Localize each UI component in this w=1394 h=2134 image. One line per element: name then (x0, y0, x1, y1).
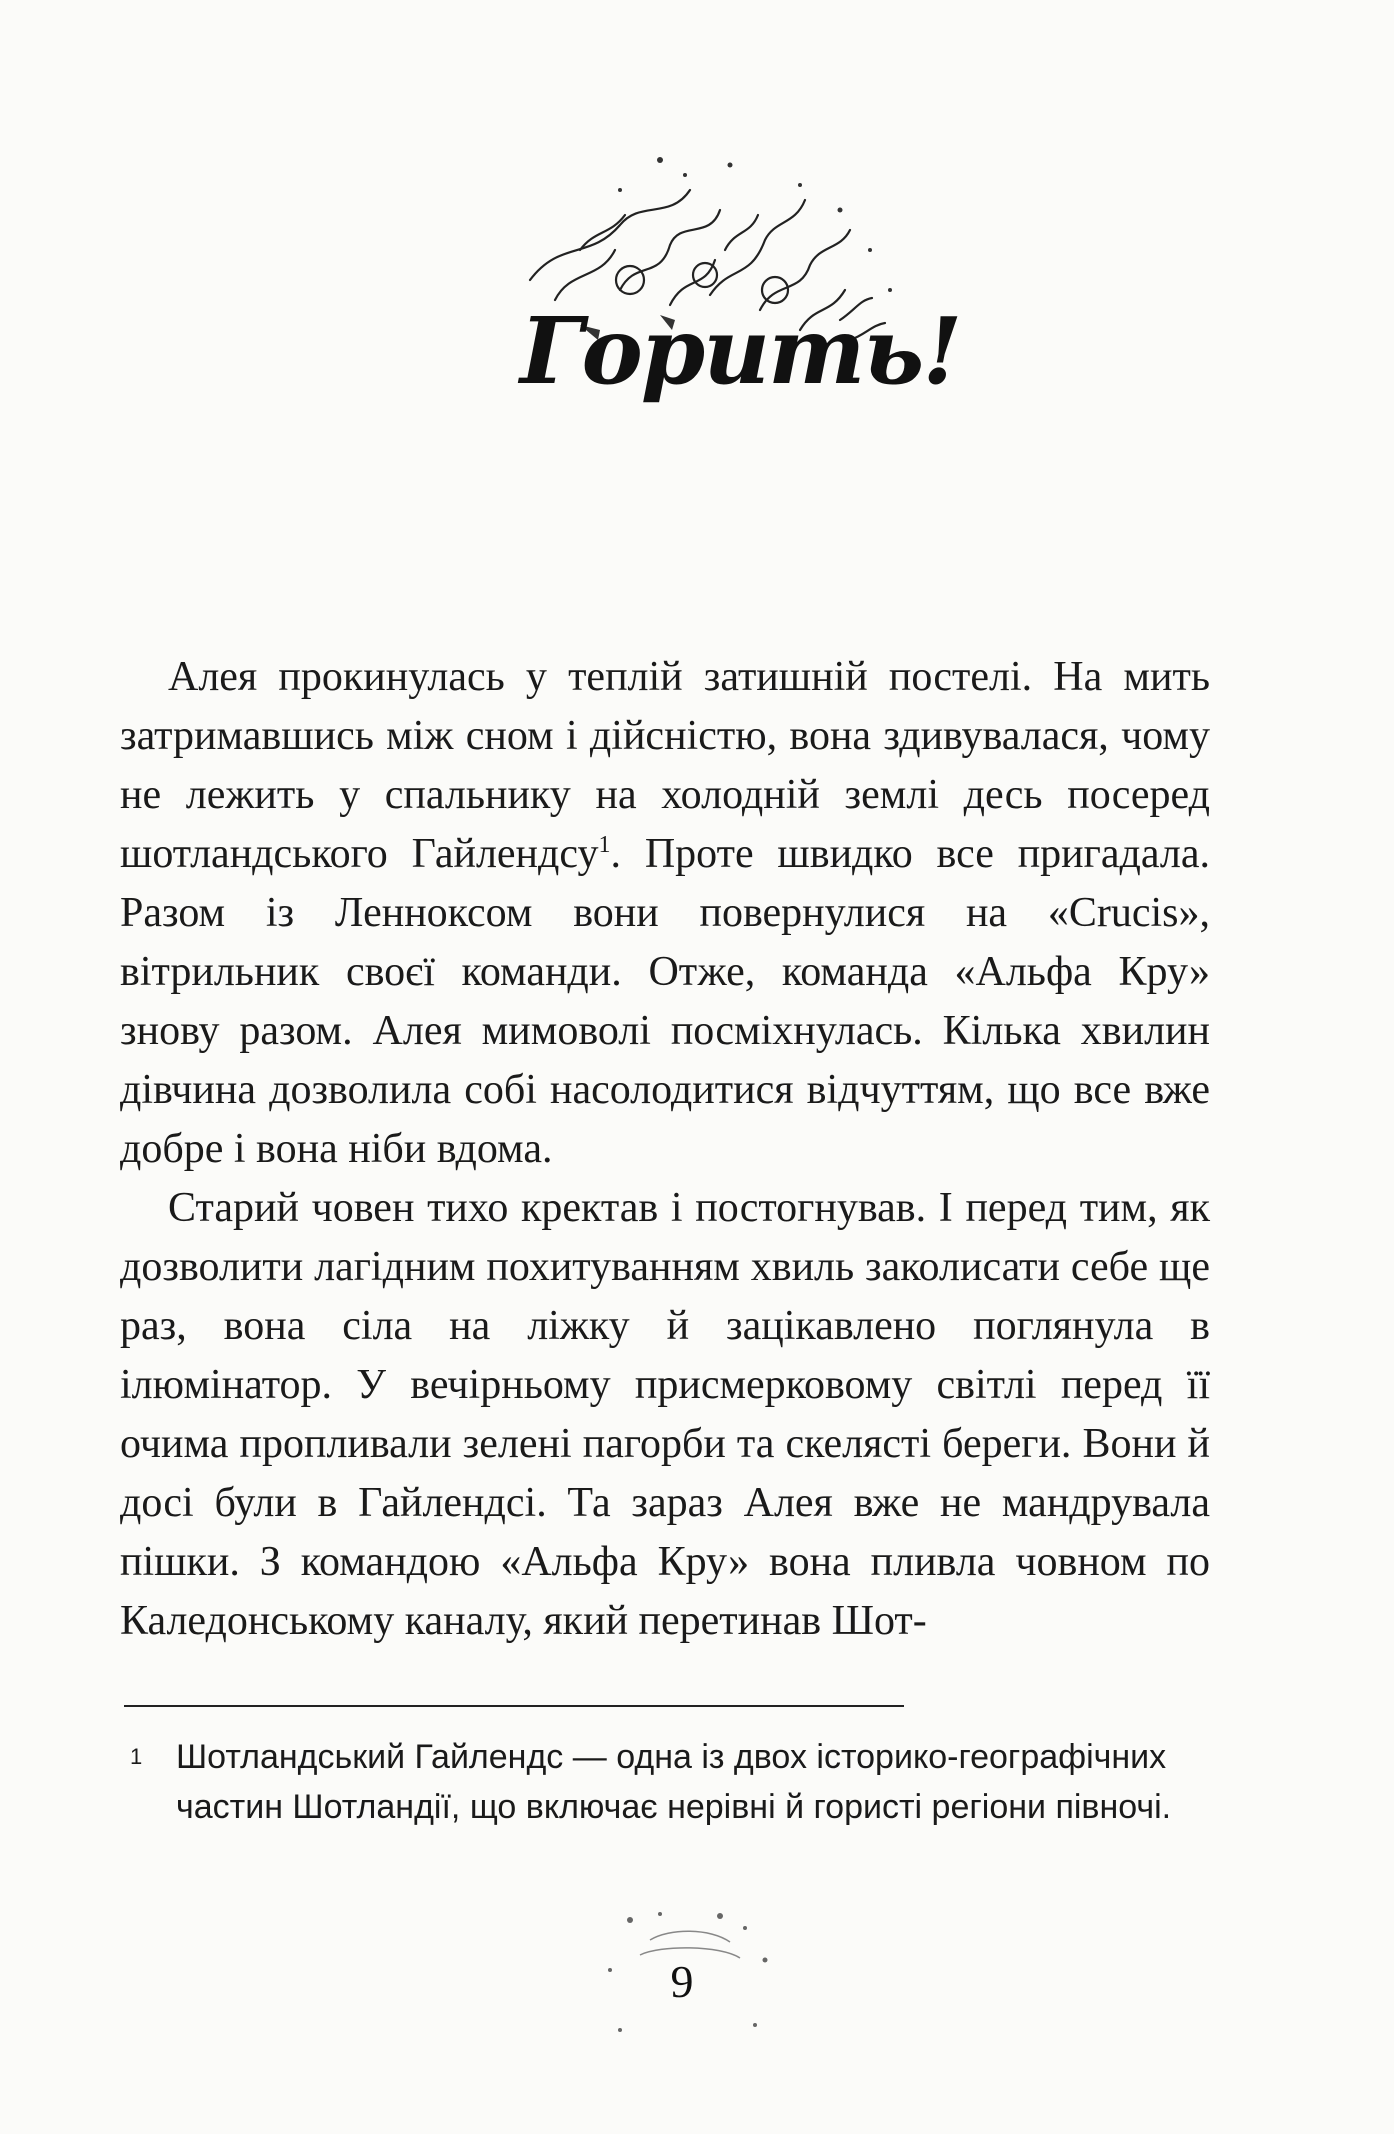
footnote-text: Шотландський Гайлендс — одна із двох історико-географічних частин Шотландії, що включає нерівні й гористі регіони півночі. (176, 1738, 1172, 1826)
paragraph (120, 648, 1210, 1179)
footnote (124, 1732, 1214, 1832)
paragraph-text: . Проте швидко все пригадала. Разом із Ленноксом вони повернулися на «Crucis», вітрильник своєї команди. Отже, команда «Альфа Кру» знову разом. Алея мимоволі посміхнулась. Кілька хвилин дівчина дозволила собі насолодитися відчуттям, що все вже добре і вона ніби вдома. (120, 831, 1210, 1172)
paragraph-text: Алея прокинулась у теплій затишній постелі. На мить затримавшись між сном і дійсністю, вона здивувалася, чому не лежить у спальнику на холодній землі десь посеред шотландського Гайлендсу (120, 654, 1210, 877)
page-number: 9 (670, 1956, 694, 2007)
chapter-heading (500, 130, 961, 430)
paragraph: Старий човен тихо кректав і постогнував. І перед тим, як дозволити лагідним похитуванням хвиль заколисати себе ще раз, вона сіла на ліжку й зацікавлено поглянула в ілюмінатор. У вечірньому присмерковому світлі перед її очима пропливали зелені пагорби та скелясті береги. Вони й досі були в Гайлендсі. Та зараз Алея вже не мандрувала пішки. З командою «Альфа Кру» вона пливла човном по Каледонському каналу, який перетинав Шот- (120, 1185, 1210, 1644)
body-text (120, 648, 1210, 1651)
chapter-title: Горить! (520, 297, 961, 405)
footnote-divider (124, 1705, 904, 1707)
footnote-reference[interactable]: 1 (598, 832, 611, 858)
footnote-mark: 1 (130, 1744, 143, 1769)
